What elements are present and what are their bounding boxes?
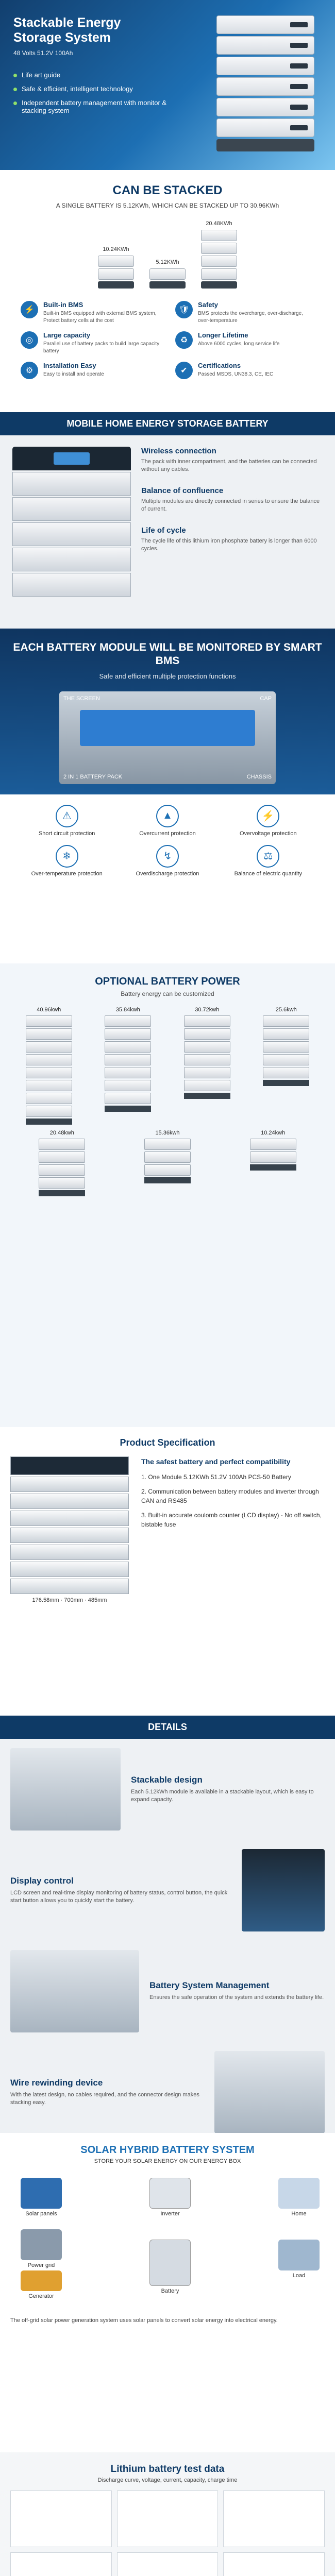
install-icon: ⚙	[21, 362, 38, 379]
home-point	[141, 526, 323, 553]
battery-module	[216, 36, 314, 55]
node-load: Load	[278, 2240, 320, 2279]
feature-item	[21, 331, 160, 354]
stack-config	[201, 221, 237, 289]
battery-module	[105, 1054, 151, 1065]
optional-power-section	[0, 963, 335, 1427]
feature-desc: Parallel use of battery packs to build large capacity battery	[43, 341, 160, 354]
battery-module	[39, 1139, 85, 1150]
battery-exploded-image	[59, 691, 276, 784]
capacity-label: 35.84kwh	[115, 1007, 140, 1013]
feature-title: Certifications	[198, 362, 241, 369]
node-grid: Power grid	[21, 2229, 62, 2268]
home-content	[0, 435, 335, 608]
capacity-option	[234, 1130, 312, 1196]
protection-item	[21, 845, 113, 877]
test-chart	[10, 2490, 112, 2547]
detail-title: Battery System Management	[149, 1980, 270, 1991]
overcurrent-icon: ▲	[156, 805, 179, 827]
node-generator: Generator	[21, 2270, 62, 2299]
capacity-icon: ◎	[21, 331, 38, 349]
hybrid-desc: The off-grid solar power generation system uses solar panels to convert solar energy into electrical energy.	[10, 2317, 278, 2324]
battery-module	[263, 1067, 309, 1078]
discharge-icon: ↯	[156, 845, 179, 868]
detail-title: Stackable design	[130, 1774, 203, 1785]
capacity-label: 25.6kwh	[275, 1007, 297, 1013]
feature-title: Safety	[198, 301, 219, 309]
test-chart	[117, 2490, 219, 2547]
spec-content	[10, 1456, 325, 1603]
optional-subtitle: Battery energy can be customized	[121, 990, 214, 997]
display-image	[242, 1849, 325, 1931]
node-inverter: Inverter	[149, 2178, 191, 2217]
capacity-option	[10, 1007, 88, 1125]
detail-desc: Each 5.12kWh module is available in a stackable layout, which is easy to expand capacity.	[130, 1788, 314, 1803]
dim-width: 485mm	[88, 1597, 107, 1603]
detail-row	[0, 1840, 335, 1941]
battery-module	[216, 57, 314, 75]
detail-title: Display control	[10, 1875, 74, 1886]
protection-label: Over-temperature protection	[31, 870, 103, 877]
battery-base	[216, 139, 314, 151]
battery-module	[250, 1139, 296, 1150]
balance-icon: ⚖	[257, 845, 279, 868]
battery-module	[26, 1080, 72, 1091]
node-solar: Solar panels	[21, 2178, 62, 2217]
protection-item	[121, 845, 213, 877]
capacity-label: 20.48kwh	[49, 1130, 74, 1136]
stack-config-label: 10.24KWh	[103, 246, 129, 252]
short-circuit-icon: ⚠	[56, 805, 78, 827]
stacked-subtitle: A SINGLE BATTERY IS 5.12KWh, WHICH CAN BE STACKED UP TO 30.96KWh	[56, 202, 279, 209]
optional-title: OPTIONAL BATTERY POWER	[95, 976, 240, 987]
lifetime-icon: ♻	[175, 331, 193, 349]
battery-module	[263, 1054, 309, 1065]
battery-module	[26, 1106, 72, 1117]
home-points	[141, 447, 323, 597]
protection-label: Balance of electric quantity	[234, 870, 303, 877]
feature-desc: BMS protects the overcharge, over-discharge, over-temperature	[198, 311, 303, 324]
battery-base	[144, 1177, 191, 1183]
battery-module	[26, 1041, 72, 1053]
stack-config-label: 5.12KWh	[156, 259, 179, 265]
battery-module	[105, 1067, 151, 1078]
battery-module	[216, 118, 314, 137]
capacity-label: 10.24kwh	[261, 1130, 286, 1136]
bms-title: EACH BATTERY MODULE WILL BE MONITORED BY SMART BMS	[13, 641, 322, 667]
battery-module	[39, 1177, 85, 1189]
spec-point: 2. Communication between battery modules and inverter through CAN and RS485	[141, 1488, 319, 1504]
details-section	[0, 1716, 335, 2133]
dim-height: 176.58mm	[32, 1597, 59, 1603]
node-battery: Battery	[149, 2240, 191, 2294]
battery-module	[26, 1067, 72, 1078]
spec-point: 3. Built-in accurate coulomb counter (LCD display) - No off switch, bistable fuse	[141, 1512, 322, 1528]
feature-item	[175, 301, 314, 324]
label-chassis: CHASSIS	[246, 773, 272, 780]
spec-point: The safest battery and perfect compatibility	[141, 1458, 291, 1466]
test-subtitle: Discharge curve, voltage, current, capacity, charge time	[97, 2477, 238, 2483]
feature-item	[21, 362, 160, 379]
spec-points	[141, 1456, 325, 1603]
bms-subtitle: Safe and efficient multiple protection functions	[99, 672, 236, 680]
protection-label: Overcurrent protection	[139, 830, 196, 837]
detail-desc: LCD screen and real-time display monitoring of battery status, control button, the quick start button allows you to quickly start the battery.	[10, 1889, 228, 1904]
bms-icon: ⚡	[21, 301, 38, 318]
battery-module	[263, 1028, 309, 1040]
battery-module	[250, 1151, 296, 1163]
detail-row	[0, 1739, 335, 1840]
feature-item	[21, 301, 160, 324]
temperature-icon: ❄	[56, 845, 78, 868]
hybrid-title: SOLAR HYBRID BATTERY SYSTEM	[80, 2144, 255, 2156]
capacity-label: 30.72kwh	[195, 1007, 220, 1013]
capacity-option	[23, 1130, 100, 1196]
hero-bullet: Life art guide	[13, 68, 168, 82]
bms-board-image	[10, 1950, 139, 2032]
detail-title: Wire rewinding device	[10, 2077, 103, 2088]
battery-base	[26, 1118, 72, 1125]
label-pack: 2 IN 1 BATTERY PACK	[63, 773, 123, 780]
protection-label: Overdischarge protection	[136, 870, 199, 877]
capacity-label: 15.36kwh	[155, 1130, 180, 1136]
hero-title: Stackable Energy Storage System	[13, 15, 121, 45]
feature-title: Built-in BMS	[43, 301, 83, 309]
capacity-label: 40.96kwh	[37, 1007, 61, 1013]
home-point	[141, 447, 323, 474]
battery-module	[184, 1080, 230, 1091]
details-title: DETAILS	[0, 1716, 335, 1739]
hero-bullet: Independent battery management with monitor & stacking system	[13, 96, 168, 117]
home-point-title: Life of cycle	[141, 526, 186, 535]
test-chart	[117, 2552, 219, 2576]
capacity-option	[169, 1007, 246, 1125]
battery-module	[216, 98, 314, 116]
label-screen: THE SCREEN	[63, 695, 100, 702]
battery-module	[105, 1041, 151, 1053]
label-cap: CAP	[260, 695, 272, 702]
battery-module	[26, 1054, 72, 1065]
hero-battery-stack-image	[216, 15, 314, 151]
feature-item	[175, 362, 314, 379]
protection-item	[121, 805, 213, 837]
battery-module	[216, 15, 314, 34]
dim-total: 700mm	[64, 1597, 83, 1603]
battery-base	[263, 1080, 309, 1086]
connector-image	[214, 2051, 325, 2133]
protection-item	[222, 845, 314, 877]
spec-dimensions: 176.58mm · 700mm · 485mm	[32, 1597, 107, 1603]
home-point-desc: The pack with inner compartment, and the batteries can be connected without any cables.	[141, 459, 317, 473]
battery-module	[105, 1015, 151, 1027]
protection-item	[222, 805, 314, 837]
battery-module	[184, 1028, 230, 1040]
battery-base	[250, 1164, 296, 1171]
battery-module	[184, 1015, 230, 1027]
overvoltage-icon: ⚡	[257, 805, 279, 827]
cert-icon: ✔	[175, 362, 193, 379]
battery-module	[263, 1015, 309, 1027]
detail-desc: Ensures the safe operation of the system and extends the battery life.	[149, 1994, 324, 2001]
feature-title: Large capacity	[43, 331, 91, 339]
bms-banner	[0, 629, 335, 794]
detail-row	[0, 2042, 335, 2133]
hero-banner	[0, 0, 335, 170]
home-storage-section	[0, 412, 335, 629]
home-point	[141, 486, 323, 514]
spec-point: 1. One Module 5.12KWh 51.2V 100Ah PCS-50 Battery	[141, 1473, 291, 1481]
detail-row	[0, 1941, 335, 2042]
battery-module	[144, 1151, 191, 1163]
feature-title: Longer Lifetime	[198, 331, 248, 339]
battery-module	[144, 1164, 191, 1176]
test-charts	[10, 2490, 325, 2576]
feature-desc: Above 6000 cycles, long service life	[198, 341, 280, 347]
hybrid-diagram	[10, 2173, 325, 2307]
bms-section	[0, 629, 335, 963]
capacity-option	[89, 1007, 166, 1125]
stack-config	[98, 246, 134, 289]
battery-module	[184, 1041, 230, 1053]
test-title: Lithium battery test data	[110, 2464, 225, 2475]
test-chart	[223, 2552, 325, 2576]
spec-battery-image	[10, 1456, 129, 1603]
battery-module	[216, 77, 314, 96]
stacked-section	[0, 170, 335, 412]
capacity-option	[129, 1130, 206, 1196]
home-point-title: Wireless connection	[141, 447, 216, 455]
stack-config	[149, 259, 186, 289]
capacity-option	[247, 1007, 325, 1125]
feature-desc: Built-in BMS equipped with external BMS system, Protect battery cells at the cost	[43, 311, 157, 324]
home-point-desc: Multiple modules are directly connected in series to ensure the balance of current.	[141, 498, 320, 513]
feature-desc: Passed MSDS, UN38.3, CE, IEC	[198, 371, 274, 377]
battery-module	[184, 1054, 230, 1065]
home-point-title: Balance of confluence	[141, 486, 224, 495]
stacked-title: CAN BE STACKED	[112, 183, 223, 197]
protection-grid	[0, 794, 335, 887]
test-chart	[10, 2552, 112, 2576]
hero-subtitle: 48 Volts 51.2V 100Ah	[13, 49, 73, 57]
test-chart	[223, 2490, 325, 2547]
spec-section	[0, 1427, 335, 1716]
feature-title: Installation Easy	[43, 362, 96, 369]
hybrid-section	[0, 2133, 335, 2452]
battery-module	[105, 1028, 151, 1040]
home-title: MOBILE HOME ENERGY STORAGE BATTERY	[0, 412, 335, 435]
battery-base	[105, 1106, 151, 1112]
battery-module	[39, 1164, 85, 1176]
spec-title: Product Specification	[120, 1437, 215, 1448]
protection-label: Short circuit protection	[38, 830, 95, 837]
battery-module	[144, 1139, 191, 1150]
home-battery-image	[12, 447, 131, 597]
optional-grid	[9, 1007, 326, 1196]
protection-label: Overvoltage protection	[239, 830, 297, 837]
hero-bullet: Safe & efficient, intelligent technology	[13, 82, 168, 96]
battery-module	[184, 1067, 230, 1078]
battery-module	[26, 1093, 72, 1104]
battery-module	[39, 1151, 85, 1163]
protection-item	[21, 805, 113, 837]
safety-icon: 🛡	[175, 301, 193, 318]
feature-grid	[0, 289, 335, 392]
stacked-image	[0, 221, 335, 289]
detail-image	[10, 1748, 121, 1831]
test-section	[0, 2452, 335, 2576]
hybrid-subtitle: STORE YOUR SOLAR ENERGY ON OUR ENERGY BOX	[94, 2158, 241, 2164]
feature-desc: Easy to install and operate	[43, 371, 104, 377]
battery-module	[105, 1080, 151, 1091]
battery-module	[26, 1028, 72, 1040]
home-point-desc: The cycle life of this lithium iron phosphate battery is longer than 6000 cycles.	[141, 537, 317, 552]
feature-item	[175, 331, 314, 354]
detail-desc: With the latest design, no cables required, and the connector design makes stacking easy.	[10, 2091, 199, 2106]
battery-base	[39, 1190, 85, 1196]
battery-module	[105, 1093, 151, 1104]
battery-module	[263, 1041, 309, 1053]
node-home: Home	[278, 2178, 320, 2217]
battery-module	[26, 1015, 72, 1027]
battery-base	[184, 1093, 230, 1099]
stack-config-label: 20.48KWh	[206, 221, 232, 227]
